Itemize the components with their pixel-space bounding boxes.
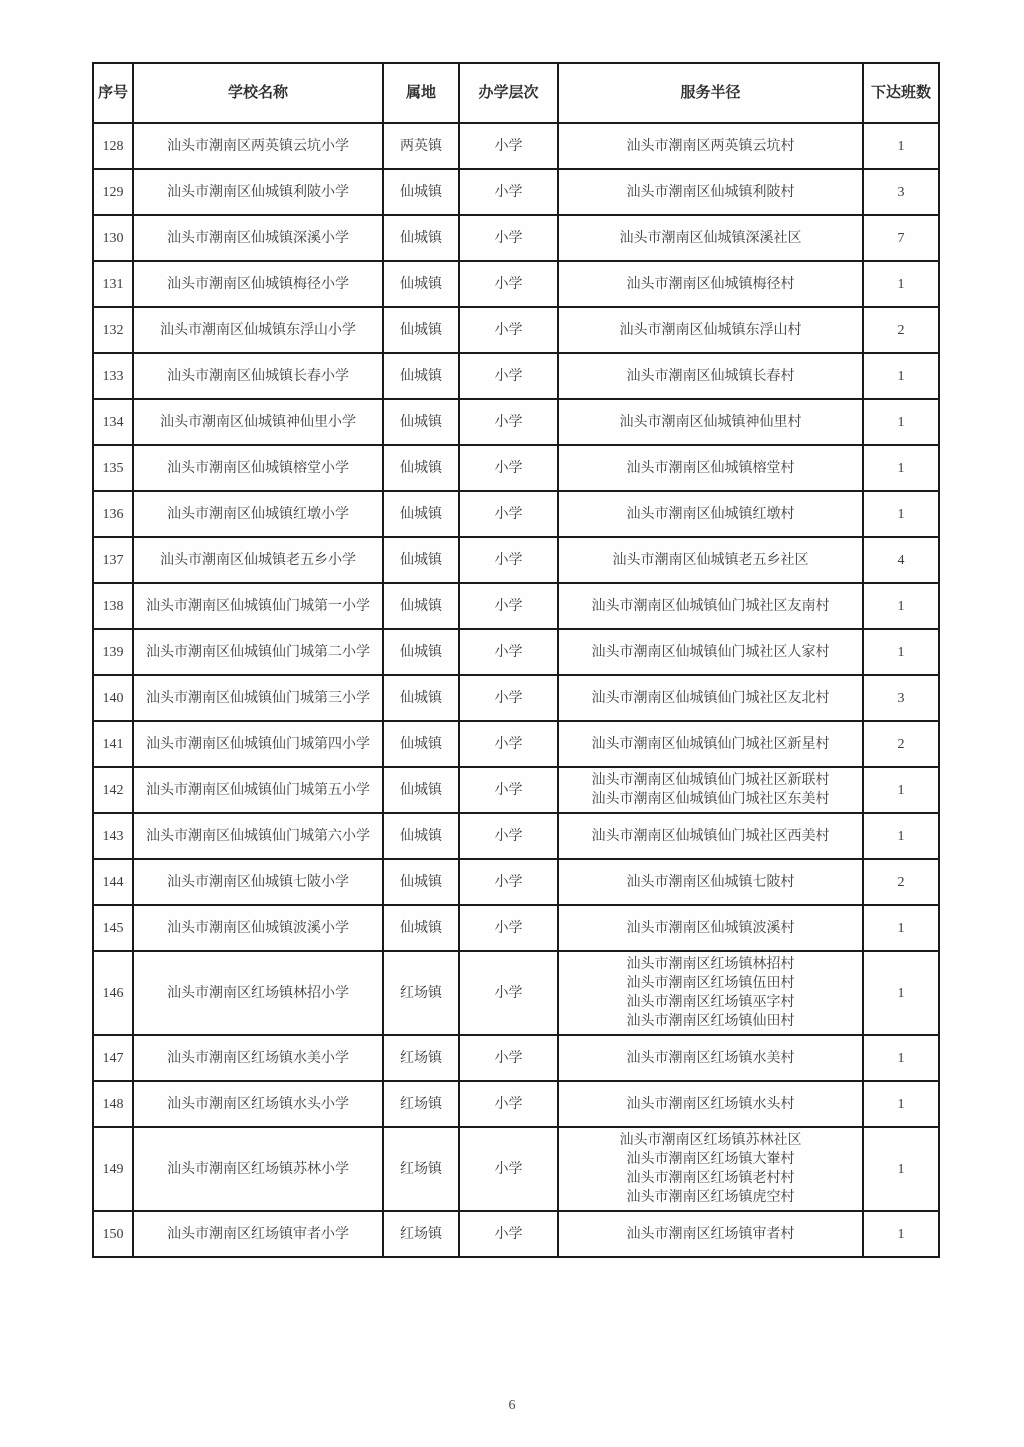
cell-assigned-classes: 1 (863, 905, 939, 951)
cell-locality: 红场镇 (383, 951, 459, 1035)
table-row (93, 905, 939, 951)
cell-locality: 仙城镇 (383, 307, 459, 353)
cell-education-level: 小学 (459, 123, 558, 169)
service-radius-line: 汕头市潮南区仙城镇仙门城社区友北村 (591, 690, 830, 706)
cell-school-name: 汕头市潮南区仙城镇红墩小学 (133, 491, 383, 537)
cell-service-radius (558, 767, 863, 813)
cell-locality: 红场镇 (383, 1211, 459, 1257)
cell-school-name: 汕头市潮南区仙城镇仙门城第三小学 (133, 675, 383, 721)
cell-locality: 红场镇 (383, 1035, 459, 1081)
cell-assigned-classes: 2 (863, 859, 939, 905)
cell-school-name: 汕头市潮南区仙城镇梅径小学 (133, 261, 383, 307)
cell-serial-number: 140 (93, 675, 133, 721)
table-row (93, 1127, 939, 1211)
table-body (93, 123, 939, 1257)
service-radius-line: 汕头市潮南区红场镇水美村 (626, 1050, 795, 1066)
col-header-education-level: 办学层次 (459, 63, 558, 123)
service-radius-line: 汕头市潮南区仙城镇梅径村 (626, 276, 795, 292)
table-row (93, 123, 939, 169)
cell-education-level: 小学 (459, 813, 558, 859)
table-row (93, 491, 939, 537)
service-radius-line: 汕头市潮南区仙城镇长春村 (626, 368, 795, 384)
cell-locality: 两英镇 (383, 123, 459, 169)
cell-serial-number: 137 (93, 537, 133, 583)
cell-assigned-classes: 3 (863, 675, 939, 721)
cell-serial-number: 136 (93, 491, 133, 537)
table-row (93, 537, 939, 583)
cell-locality: 仙城镇 (383, 215, 459, 261)
table-row (93, 1035, 939, 1081)
cell-locality: 仙城镇 (383, 399, 459, 445)
table-row (93, 1081, 939, 1127)
cell-serial-number: 132 (93, 307, 133, 353)
cell-assigned-classes: 1 (863, 767, 939, 813)
cell-service-radius (558, 537, 863, 583)
cell-serial-number: 145 (93, 905, 133, 951)
cell-school-name: 汕头市潮南区红场镇审者小学 (133, 1211, 383, 1257)
col-header-assigned-classes: 下达班数 (863, 63, 939, 123)
cell-serial-number: 149 (93, 1127, 133, 1211)
cell-education-level: 小学 (459, 583, 558, 629)
service-radius-line: 汕头市潮南区仙城镇仙门城社区西美村 (591, 828, 830, 844)
cell-education-level: 小学 (459, 491, 558, 537)
cell-locality: 红场镇 (383, 1127, 459, 1211)
cell-service-radius (558, 905, 863, 951)
cell-education-level: 小学 (459, 1127, 558, 1211)
cell-school-name: 汕头市潮南区仙城镇波溪小学 (133, 905, 383, 951)
cell-school-name: 汕头市潮南区红场镇苏林小学 (133, 1127, 383, 1211)
cell-service-radius (558, 215, 863, 261)
cell-school-name: 汕头市潮南区红场镇水头小学 (133, 1081, 383, 1127)
cell-service-radius (558, 629, 863, 675)
cell-serial-number: 150 (93, 1211, 133, 1257)
cell-school-name: 汕头市潮南区红场镇水美小学 (133, 1035, 383, 1081)
cell-locality: 仙城镇 (383, 445, 459, 491)
cell-locality: 仙城镇 (383, 583, 459, 629)
cell-service-radius (558, 123, 863, 169)
school-allocation-table (92, 62, 940, 1258)
table-row (93, 951, 939, 1035)
cell-school-name: 汕头市潮南区仙城镇深溪小学 (133, 215, 383, 261)
cell-school-name: 汕头市潮南区仙城镇仙门城第四小学 (133, 721, 383, 767)
table-row (93, 675, 939, 721)
cell-education-level: 小学 (459, 215, 558, 261)
cell-school-name: 汕头市潮南区仙城镇七陂小学 (133, 859, 383, 905)
cell-education-level: 小学 (459, 1081, 558, 1127)
cell-education-level: 小学 (459, 767, 558, 813)
cell-locality: 仙城镇 (383, 721, 459, 767)
col-header-locality: 属地 (383, 63, 459, 123)
service-radius-line: 汕头市潮南区仙城镇红墩村 (626, 506, 795, 522)
cell-locality: 仙城镇 (383, 537, 459, 583)
table-row (93, 445, 939, 491)
service-radius-line: 汕头市潮南区仙城镇仙门城社区友南村 (591, 598, 830, 614)
service-radius-line: 汕头市潮南区红场镇审者村 (626, 1226, 795, 1242)
table-row (93, 583, 939, 629)
table-header-row (93, 63, 939, 123)
cell-education-level: 小学 (459, 353, 558, 399)
cell-serial-number: 138 (93, 583, 133, 629)
cell-assigned-classes: 1 (863, 951, 939, 1035)
table-row (93, 169, 939, 215)
cell-assigned-classes: 1 (863, 583, 939, 629)
cell-serial-number: 130 (93, 215, 133, 261)
cell-education-level: 小学 (459, 905, 558, 951)
cell-school-name: 汕头市潮南区仙城镇仙门城第二小学 (133, 629, 383, 675)
cell-service-radius (558, 353, 863, 399)
cell-serial-number: 147 (93, 1035, 133, 1081)
table-row (93, 261, 939, 307)
cell-school-name: 汕头市潮南区仙城镇仙门城第六小学 (133, 813, 383, 859)
cell-service-radius (558, 1035, 863, 1081)
service-radius-line: 汕头市潮南区红场镇大輋村 (626, 1152, 795, 1167)
col-header-service-radius: 服务半径 (558, 63, 863, 123)
table-row (93, 859, 939, 905)
cell-education-level: 小学 (459, 261, 558, 307)
cell-service-radius (558, 491, 863, 537)
service-radius-line: 汕头市潮南区仙城镇波溪村 (626, 920, 795, 936)
col-header-school-name: 学校名称 (133, 63, 383, 123)
cell-serial-number: 143 (93, 813, 133, 859)
cell-education-level: 小学 (459, 951, 558, 1035)
cell-assigned-classes: 1 (863, 1127, 939, 1211)
service-radius-line: 汕头市潮南区仙城镇老五乡社区 (612, 552, 809, 568)
page-number: 6 (508, 1398, 516, 1413)
cell-service-radius (558, 307, 863, 353)
cell-serial-number: 133 (93, 353, 133, 399)
cell-education-level: 小学 (459, 721, 558, 767)
cell-school-name: 汕头市潮南区红场镇林招小学 (133, 951, 383, 1035)
cell-serial-number: 129 (93, 169, 133, 215)
table-row (93, 307, 939, 353)
cell-locality: 仙城镇 (383, 629, 459, 675)
service-radius-line: 汕头市潮南区红场镇林招村 (626, 957, 795, 972)
cell-serial-number: 142 (93, 767, 133, 813)
cell-serial-number: 148 (93, 1081, 133, 1127)
cell-assigned-classes: 4 (863, 537, 939, 583)
cell-locality: 仙城镇 (383, 169, 459, 215)
cell-assigned-classes: 1 (863, 1035, 939, 1081)
table-row (93, 813, 939, 859)
cell-service-radius (558, 399, 863, 445)
cell-assigned-classes: 1 (863, 629, 939, 675)
cell-education-level: 小学 (459, 169, 558, 215)
cell-locality: 红场镇 (383, 1081, 459, 1127)
service-radius-line: 汕头市潮南区红场镇虎空村 (626, 1190, 795, 1205)
cell-school-name: 汕头市潮南区仙城镇利陂小学 (133, 169, 383, 215)
cell-serial-number: 135 (93, 445, 133, 491)
cell-assigned-classes: 1 (863, 1211, 939, 1257)
service-radius-line: 汕头市潮南区仙城镇仙门城社区新星村 (591, 736, 830, 752)
cell-assigned-classes: 2 (863, 721, 939, 767)
cell-service-radius (558, 169, 863, 215)
cell-assigned-classes: 1 (863, 353, 939, 399)
cell-service-radius (558, 721, 863, 767)
table-row (93, 767, 939, 813)
service-radius-line: 汕头市潮南区仙城镇深溪社区 (619, 230, 802, 246)
cell-serial-number: 141 (93, 721, 133, 767)
service-radius-line: 汕头市潮南区红场镇伍田村 (626, 976, 795, 991)
cell-education-level: 小学 (459, 537, 558, 583)
service-radius-line: 汕头市潮南区仙城镇神仙里村 (619, 414, 802, 430)
cell-assigned-classes: 1 (863, 1081, 939, 1127)
cell-assigned-classes: 1 (863, 491, 939, 537)
service-radius-line: 汕头市潮南区红场镇仙田村 (626, 1014, 795, 1029)
table-row (93, 215, 939, 261)
cell-serial-number: 144 (93, 859, 133, 905)
service-radius-line: 汕头市潮南区红场镇苏林社区 (619, 1133, 802, 1148)
cell-serial-number: 128 (93, 123, 133, 169)
cell-locality: 仙城镇 (383, 813, 459, 859)
service-radius-line: 汕头市潮南区仙城镇利陂村 (626, 184, 795, 200)
service-radius-line: 汕头市潮南区仙城镇仙门城社区新联村 (591, 773, 830, 788)
cell-school-name: 汕头市潮南区仙城镇长春小学 (133, 353, 383, 399)
cell-assigned-classes: 3 (863, 169, 939, 215)
cell-locality: 仙城镇 (383, 859, 459, 905)
cell-locality: 仙城镇 (383, 767, 459, 813)
cell-education-level: 小学 (459, 629, 558, 675)
cell-locality: 仙城镇 (383, 261, 459, 307)
cell-serial-number: 134 (93, 399, 133, 445)
cell-service-radius (558, 675, 863, 721)
cell-education-level: 小学 (459, 1211, 558, 1257)
cell-service-radius (558, 859, 863, 905)
table-row (93, 1211, 939, 1257)
cell-serial-number: 146 (93, 951, 133, 1035)
service-radius-line: 汕头市潮南区两英镇云坑村 (626, 138, 795, 154)
cell-school-name: 汕头市潮南区两英镇云坑小学 (133, 123, 383, 169)
table-row (93, 353, 939, 399)
service-radius-line: 汕头市潮南区仙城镇仙门城社区东美村 (591, 792, 830, 807)
cell-education-level: 小学 (459, 307, 558, 353)
cell-education-level: 小学 (459, 675, 558, 721)
cell-school-name: 汕头市潮南区仙城镇东浮山小学 (133, 307, 383, 353)
service-radius-line: 汕头市潮南区仙城镇仙门城社区人家村 (591, 644, 830, 660)
cell-education-level: 小学 (459, 1035, 558, 1081)
cell-serial-number: 139 (93, 629, 133, 675)
cell-service-radius (558, 261, 863, 307)
table-row (93, 629, 939, 675)
cell-assigned-classes: 1 (863, 123, 939, 169)
table-row (93, 721, 939, 767)
service-radius-line: 汕头市潮南区红场镇巫字村 (626, 995, 795, 1010)
cell-school-name: 汕头市潮南区仙城镇仙门城第五小学 (133, 767, 383, 813)
cell-assigned-classes: 7 (863, 215, 939, 261)
cell-school-name: 汕头市潮南区仙城镇榕堂小学 (133, 445, 383, 491)
service-radius-line: 汕头市潮南区仙城镇榕堂村 (626, 460, 795, 476)
cell-school-name: 汕头市潮南区仙城镇老五乡小学 (133, 537, 383, 583)
col-header-serial-number: 序号 (93, 63, 133, 123)
cell-assigned-classes: 2 (863, 307, 939, 353)
service-radius-line: 汕头市潮南区仙城镇七陂村 (626, 874, 795, 890)
cell-locality: 仙城镇 (383, 353, 459, 399)
table-row (93, 399, 939, 445)
cell-education-level: 小学 (459, 859, 558, 905)
cell-service-radius (558, 1081, 863, 1127)
cell-assigned-classes: 1 (863, 399, 939, 445)
cell-school-name: 汕头市潮南区仙城镇神仙里小学 (133, 399, 383, 445)
cell-service-radius (558, 951, 863, 1035)
service-radius-line: 汕头市潮南区红场镇水头村 (626, 1096, 795, 1112)
cell-service-radius (558, 1211, 863, 1257)
cell-education-level: 小学 (459, 399, 558, 445)
cell-education-level: 小学 (459, 445, 558, 491)
cell-locality: 仙城镇 (383, 491, 459, 537)
cell-school-name: 汕头市潮南区仙城镇仙门城第一小学 (133, 583, 383, 629)
cell-assigned-classes: 1 (863, 445, 939, 491)
cell-locality: 仙城镇 (383, 905, 459, 951)
service-radius-line: 汕头市潮南区仙城镇东浮山村 (619, 322, 802, 338)
cell-assigned-classes: 1 (863, 813, 939, 859)
cell-service-radius (558, 445, 863, 491)
service-radius-line: 汕头市潮南区红场镇老村村 (626, 1171, 795, 1186)
cell-service-radius (558, 583, 863, 629)
cell-serial-number: 131 (93, 261, 133, 307)
cell-service-radius (558, 813, 863, 859)
cell-locality: 仙城镇 (383, 675, 459, 721)
cell-assigned-classes: 1 (863, 261, 939, 307)
cell-service-radius (558, 1127, 863, 1211)
